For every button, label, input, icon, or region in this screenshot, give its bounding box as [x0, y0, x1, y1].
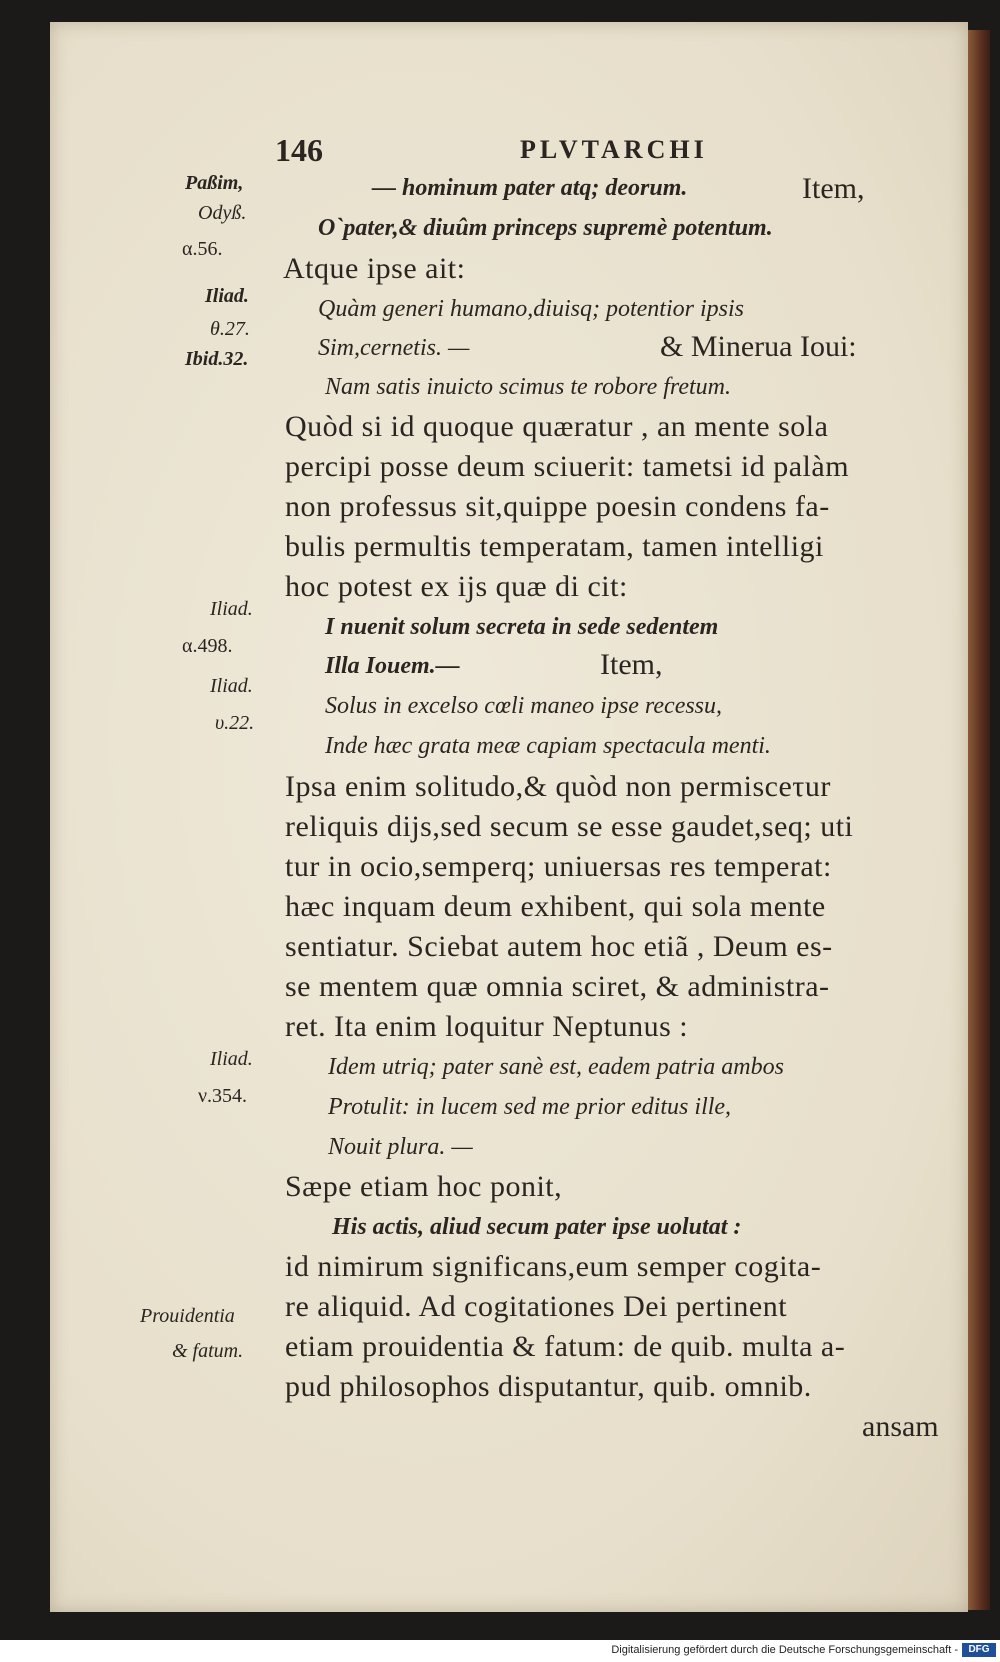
digitization-credit: Digitalisierung gefördert durch die Deutsche Forschungsgemeinschaft -	[611, 1644, 958, 1656]
text-line: Illa Iouem.—	[325, 653, 460, 679]
text-line: hoc potest ex ijs quæ di cit:	[285, 570, 628, 603]
text-line: reliquis dijs,sed secum se esse gaudet,seq; uti	[285, 810, 854, 843]
text-line: etiam prouidentia & fatum: de quib. multa a-	[285, 1330, 846, 1363]
text-line: hæc inquam deum exhibent, qui sola mente	[285, 890, 826, 923]
text-line: tur in ocio,semperq; uniuersas res temperat:	[285, 850, 832, 883]
margin-note: Iliad.	[205, 285, 249, 307]
margin-note: Ibid.32.	[185, 348, 249, 370]
page-edge	[968, 30, 990, 1610]
text-line: Atque ipse ait:	[283, 252, 466, 285]
text-line: Sæpe etiam hoc ponit,	[285, 1170, 563, 1203]
text-line: ret. Ita enim loquitur Neptunus :	[285, 1010, 689, 1043]
text-line: His actis, aliud secum pater ipse uolutat :	[332, 1214, 742, 1240]
text-line: non professus sit,quippe poesin condens fa-	[285, 490, 830, 523]
running-title: PLVTARCHI	[520, 135, 708, 164]
text-line: Quòd si id quoque quæratur , an mente sola	[285, 410, 829, 443]
text-line: Nouit plura. —	[328, 1134, 473, 1160]
text-line: bulis permultis temperatam, tamen intelligi	[285, 530, 824, 563]
text-line: Idem utriq; pater sanè est, eadem patria ambos	[328, 1054, 784, 1080]
margin-note: Prouidentia	[140, 1305, 235, 1327]
margin-note: & fatum.	[172, 1340, 244, 1362]
text-line: Ipsa enim solitudo,& quòd non permisceτur	[285, 770, 831, 803]
margin-note: υ.22.	[215, 712, 255, 734]
margin-note: Iliad.	[210, 598, 253, 620]
margin-note: ν.354.	[198, 1085, 248, 1107]
margin-note: θ.27.	[210, 318, 250, 340]
margin-note: Iliad.	[210, 675, 253, 697]
margin-note: α.56.	[182, 238, 223, 260]
text-line: id nimirum significans,eum semper cogita-	[285, 1250, 822, 1283]
text-line: Solus in excelso cœli maneo ipse recessu,	[325, 693, 723, 719]
text-line: — hominum pater atq; deorum.	[372, 175, 688, 201]
text-line: se mentem quæ omnia sciret, & administra-	[285, 970, 830, 1003]
text-line: re aliquid. Ad cogitationes Dei pertinent	[285, 1290, 788, 1323]
margin-note: α.498.	[182, 635, 233, 657]
text-line: pud philosophos disputantur, quib. omnib.	[285, 1370, 812, 1403]
page-number: 146	[275, 132, 323, 168]
text-line: Inde hæc grata meæ capiam spectacula menti.	[325, 733, 771, 759]
text-line: Quàm generi humano,diuisq; potentior ipsis	[318, 296, 744, 322]
text-line: Sim,cernetis. —	[318, 335, 470, 361]
dfg-logo: DFG	[962, 1643, 996, 1657]
margin-note: Odyß.	[198, 202, 247, 224]
text-line: Protulit: in lucem sed me prior editus ille,	[328, 1094, 732, 1120]
text-line: Nam satis inuicto scimus te robore fretum.	[325, 374, 731, 400]
text-line: sentiatur. Sciebat autem hoc etiã , Deum es-	[285, 930, 833, 963]
text-line: I nuenit solum secreta in sede sedentem	[325, 614, 719, 640]
margin-note: Iliad.	[210, 1048, 253, 1070]
text-line: & Minerua Ioui:	[660, 330, 857, 363]
text-line: O`pater,& diuûm princeps supremè potentum.	[318, 215, 773, 241]
text-line: Item,	[600, 648, 663, 681]
text-line: percipi posse deum sciuerit: tametsi id palàm	[285, 450, 850, 483]
catchword: ansam	[862, 1410, 939, 1443]
margin-note: Paßim,	[185, 172, 244, 194]
text-line: Item,	[802, 172, 865, 205]
